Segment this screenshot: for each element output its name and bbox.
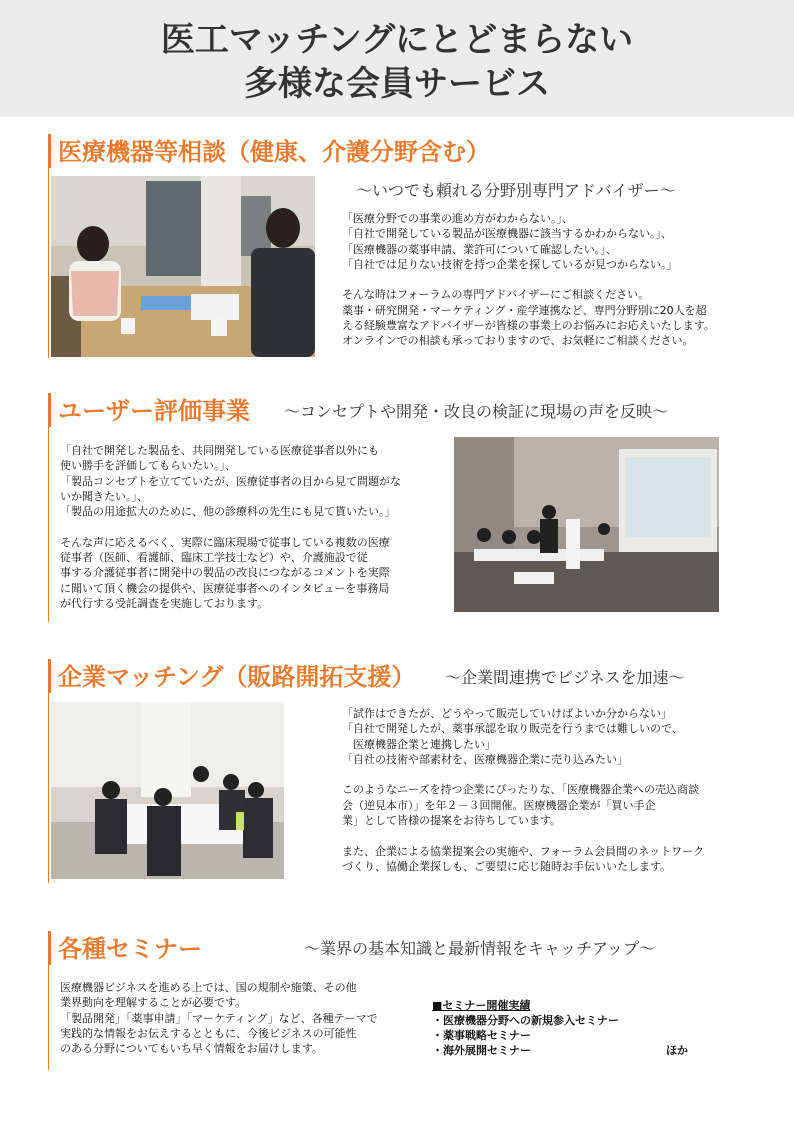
section-accent-line xyxy=(48,693,49,883)
user-evaluation-photo xyxy=(454,437,719,612)
text-line: 「自社で開発している製品が医療機器に該当するかわからない。」、 xyxy=(342,227,672,241)
text-line: また、企業による協業提案会の実施や、フォーラム会員間のネットワーク xyxy=(342,844,705,858)
consultation-text xyxy=(342,211,782,349)
text-line: オンラインでの相談も承っておりますので、お気軽にご相談ください。 xyxy=(342,334,694,348)
text-line: に聞いて頂く機会の提供や、医療従事者へのインタビューを事務局 xyxy=(60,581,390,595)
seminar-list-suffix: ほか xyxy=(666,1044,688,1057)
text-line: 「自社で開発したが、薬事承認を取り販売を行うまでは難しいので、 xyxy=(342,722,683,736)
matching-tagline: ～企業間連携でビジネスを加速～ xyxy=(445,668,685,687)
matching-text xyxy=(342,706,782,874)
consultation-title: 医療機器等相談（健康、介護分野含む） xyxy=(58,138,490,166)
text-line: 医療機器企業と連携したい」 xyxy=(342,737,496,751)
page-title xyxy=(0,18,794,106)
seminar-text xyxy=(60,980,400,1056)
user-evaluation-text xyxy=(60,443,440,611)
text-line: 会（逆見本市）」を年２－３回開催。医療機器企業が「買い手企 xyxy=(342,798,656,812)
text-line: 「自社で開発した製品を、共同開発している医療従事者以外にも xyxy=(60,444,379,457)
page-title-line2: 多様な会員サービス xyxy=(244,64,550,104)
text-line: 「医療機器の薬事申請、業許可について確認したい。」、 xyxy=(342,242,617,256)
seminar-list-heading: ■セミナー開催実績 xyxy=(432,999,531,1012)
text-line: 業」として皆様の提案をお待ちしています。 xyxy=(342,814,562,828)
text-line: 「試作はできたが、どうやって販売していけばよいか分からない」 xyxy=(342,707,672,720)
text-line: のある分野についてもいち早く情報をお届けします。 xyxy=(60,1042,323,1056)
text-line: が代行する受託調査を実施しております。 xyxy=(60,596,269,610)
text-line: 「自社では足りない技術を持つ企業を探しているが見つからない。」 xyxy=(342,257,678,271)
list-item: ・薬事戦略セミナー xyxy=(432,1029,531,1042)
matching-photo xyxy=(51,702,284,879)
text-line: える経験豊富なアドバイザーが皆様の事業上のお悩みにお応えいたします。 xyxy=(342,319,715,333)
text-line: このようなニーズを持つ企業にぴったりな、「医療機器企業への売込商談 xyxy=(342,783,699,797)
text-line: 薬事・研究開発・マーケティング・産学連携など、専門分野別に20人を超 xyxy=(342,303,707,317)
section-accent-line xyxy=(48,427,49,622)
section-accent-line xyxy=(48,965,49,1070)
text-line: 「製品の用途拡大のために、他の診療科の先生にも見て貰いたい。」 xyxy=(60,505,396,519)
list-item: ・海外展開セミナー xyxy=(432,1044,531,1057)
text-line: 「製品開発」「薬事申請」「マーケティング」など、各種テーマで xyxy=(60,1011,378,1025)
section-accent-bar xyxy=(48,134,51,168)
text-line: そんな声に応えるべく、実際に臨床現場で従事している複数の医療 xyxy=(60,535,390,549)
text-line: そんな時はフォーラムの専門アドバイザーにご相談ください。 xyxy=(342,288,650,302)
text-line: 業界動向を理解することが必要です。 xyxy=(60,996,247,1010)
page-title-line1: 医工マッチングにとどまらない xyxy=(160,20,634,60)
text-line: 「自社の技術や部素材を、医療機器企業に売り込みたい」 xyxy=(342,752,628,766)
text-line: 使い勝手を評価してもらいたい。」、 xyxy=(60,459,236,473)
text-line: づくり、協働企業探しも、ご要望に応じ随時お手伝いいたします。 xyxy=(342,859,672,873)
list-item: ・医療機器分野への新規参入セミナー xyxy=(432,1014,619,1027)
text-line: いか聞きたい。」、 xyxy=(60,489,148,503)
text-line: 医療機器ビジネスを進める上では、国の規制や施策、その他 xyxy=(60,981,357,994)
user-evaluation-title: ユーザー評価事業 xyxy=(58,397,250,425)
consultation-photo xyxy=(51,176,315,357)
text-line: 「製品コンセプトを立てていたが、医療従事者の目から見て問題がな xyxy=(60,474,401,488)
user-evaluation-tagline: ～コンセプトや開発・改良の検証に現場の声を反映～ xyxy=(284,402,669,421)
text-line: 実践的な情報をお伝えするとともに、今後ビジネスの可能性 xyxy=(60,1026,357,1040)
text-line: 従事者（医師、看護師、臨床工学技士など）や、介護施設で従 xyxy=(60,551,368,565)
matching-title: 企業マッチング（販路開拓支援） xyxy=(58,663,416,691)
section-accent-bar xyxy=(48,393,51,427)
section-accent-bar xyxy=(48,931,51,965)
consultation-tagline: ～いつでも頼れる分野別専門アドバイザー～ xyxy=(356,181,676,200)
seminar-title: 各種セミナー xyxy=(58,935,202,963)
text-line: 事する介護従事者に開発中の製品の改良につながるコメントを実際 xyxy=(60,566,390,580)
section-accent-bar xyxy=(48,659,51,693)
seminar-tagline: ～業界の基本知識と最新情報をキャッチアップ～ xyxy=(304,939,655,958)
section-accent-line xyxy=(48,168,49,358)
text-line: 「医療分野での事業の進め方がわからない。」、 xyxy=(342,212,573,225)
